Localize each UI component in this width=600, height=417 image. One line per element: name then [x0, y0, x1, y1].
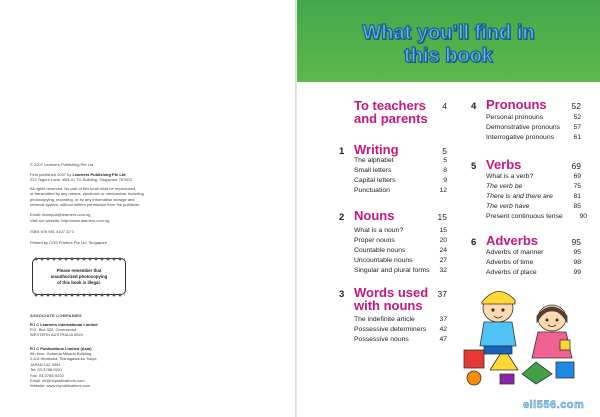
associate-2-name: R I C Publications Limited (Asia): [30, 346, 92, 351]
section-page-verbs: 69: [571, 161, 581, 171]
section-number-pronouns: 4: [471, 101, 477, 112]
toc-item[interactable]: Possessive determiners: [354, 326, 427, 333]
toc-item-page: 75: [573, 183, 581, 190]
associate-1-name: R I C Learners International Limited: [30, 322, 98, 327]
toc-item[interactable]: Uncountable nouns: [354, 257, 413, 264]
section-title-pronouns[interactable]: Pronouns: [486, 97, 547, 112]
toc-item-page: 85: [573, 203, 581, 210]
publisher-address: 222 Tagore Lane, #B3-01 TG Building, Singapore 787603: [30, 177, 132, 182]
toc-item[interactable]: The verb be: [486, 183, 523, 190]
toc-item[interactable]: Adverbs of time: [486, 259, 534, 266]
toc-item-page: 95: [573, 249, 581, 256]
toc-item[interactable]: Interrogative pronouns: [486, 134, 555, 141]
toc-item[interactable]: Demonstrative pronouns: [486, 124, 561, 131]
toc-item-page: 15: [439, 227, 447, 234]
toc-item[interactable]: Proper nouns: [354, 237, 395, 244]
isbn-line: ISBN 978 981 4107 22 0: [30, 229, 74, 234]
associate-heading: ASSOCIATE COMPANIES: [30, 313, 82, 318]
section-title-adverbs[interactable]: Adverbs: [486, 233, 539, 248]
section-page-pronouns: 52: [571, 101, 581, 111]
toc-item[interactable]: Adverbs of manner: [486, 249, 544, 256]
toc-item[interactable]: Adverbs of place: [486, 269, 537, 276]
notice-border-top: [33, 256, 125, 261]
section-number-adverbs: 6: [471, 237, 477, 248]
toc-item-page: 9: [443, 177, 447, 184]
toc-item-page: 20: [439, 237, 447, 244]
associate-1-address: P.O. Box 332, Greenwood WESTERN AUSTRALIA 6924: [30, 327, 83, 338]
section-page-nouns: 15: [437, 212, 447, 222]
photocopy-notice-text: Please remember that unauthorized photocopying of this book is illegal.: [50, 268, 108, 285]
toc-item[interactable]: The indefinite article: [354, 316, 415, 323]
toc-item-page: 98: [573, 259, 581, 266]
section-number-verbs: 5: [471, 161, 477, 172]
toc-item-page: 57: [573, 124, 581, 131]
website-line: Visit our website: http://www.learners.com.sg: [30, 218, 110, 223]
toc-item-page: 69: [573, 173, 581, 180]
toc-item-page: 37: [439, 316, 447, 323]
toc-item[interactable]: There is and there are: [486, 193, 553, 200]
printed-by-line: Printed by COS Printers Pte Ltd, Singapore: [30, 240, 107, 245]
section-page-writing: 5: [442, 146, 447, 156]
toc-item[interactable]: Punctuation: [354, 187, 390, 194]
boy-figure: [480, 291, 516, 354]
toc-item-page: 61: [573, 134, 581, 141]
watermark: eli556.com: [523, 399, 585, 411]
toc-item[interactable]: The alphabet: [354, 157, 394, 164]
section-page-adverbs: 95: [571, 237, 581, 247]
toc-item-page: 27: [439, 257, 447, 264]
page-title: What you’ll find in this book: [362, 22, 535, 67]
toc-item-page: 8: [443, 167, 447, 174]
section-number-words: 3: [339, 289, 345, 300]
contents-page: [297, 0, 600, 417]
toc-item-page: 90: [579, 213, 587, 220]
toc-item[interactable]: Countable nouns: [354, 247, 406, 254]
rights-text: All rights reserved. No part of this book shall be reproduced, or transmitted by any means, electronic or mechanical, including photocopying, recording, or by any information storage and retrieval system, without written permission from the publisher.: [30, 186, 144, 208]
toc-item-page: 42: [439, 326, 447, 333]
section-number-writing: 1: [339, 146, 345, 157]
toc-item[interactable]: Singular and plural forms: [354, 267, 430, 274]
notice-border-bottom: [33, 292, 125, 297]
photocopy-notice: [32, 258, 126, 295]
toc-item-page: 52: [573, 114, 581, 121]
section-title-words[interactable]: Words used with nouns: [354, 285, 429, 313]
toc-item-page: 32: [439, 267, 447, 274]
toc-item-page: 47: [439, 336, 447, 343]
toc-item[interactable]: Present continuous tense: [486, 213, 563, 220]
section-title-verbs[interactable]: Verbs: [486, 157, 522, 172]
toc-item[interactable]: What is a noun?: [354, 227, 404, 234]
first-published-line: First published 2007 by Learners Publishing Pte Ltd: [30, 172, 126, 177]
copyright-line: © 2007 Learners Publishing Pte Ltd: [30, 162, 94, 167]
section-page-words: 37: [437, 289, 447, 299]
section-title-writing[interactable]: Writing: [354, 142, 399, 157]
section-number-nouns: 2: [339, 212, 345, 223]
section-title-nouns[interactable]: Nouns: [354, 208, 395, 223]
toc-item-page: 24: [439, 247, 447, 254]
email-line: Email: learnpub@learners.com.sg: [30, 212, 91, 217]
section-page-teachers: 4: [442, 101, 447, 111]
kids-playing-illustration: [460, 278, 585, 388]
toc-item[interactable]: The verb have: [486, 203, 530, 210]
toc-item[interactable]: Possessive nouns: [354, 336, 409, 343]
section-title-teachers[interactable]: To teachers and parents: [354, 98, 428, 126]
associate-2-address: 5th floor, Gotanda Mikado Building 2-5-8 Hiratsuka, Shinagawa-ku Tokyo, JAPAN 142-0051 Tel: 03-3788-9201 Fax: 03-3788-9202 Email: elt@ricpublications.com Website: www.ricpublications.com: [30, 351, 98, 389]
toc-item[interactable]: Personal pronouns: [486, 114, 544, 121]
header-band: [297, 0, 600, 82]
toc-item[interactable]: Capital letters: [354, 177, 396, 184]
toc-item-page: 81: [573, 193, 581, 200]
toc-item-page: 5: [443, 157, 447, 164]
toc-item[interactable]: Small letters: [354, 167, 392, 174]
girl-figure: [532, 305, 572, 358]
publisher-name: Learners Publishing Pte Ltd: [72, 172, 126, 177]
toc-item-page: 99: [573, 269, 581, 276]
toc-item[interactable]: What is a verb?: [486, 173, 534, 180]
toc-item-page: 12: [439, 187, 447, 194]
copyright-page: [0, 0, 296, 417]
